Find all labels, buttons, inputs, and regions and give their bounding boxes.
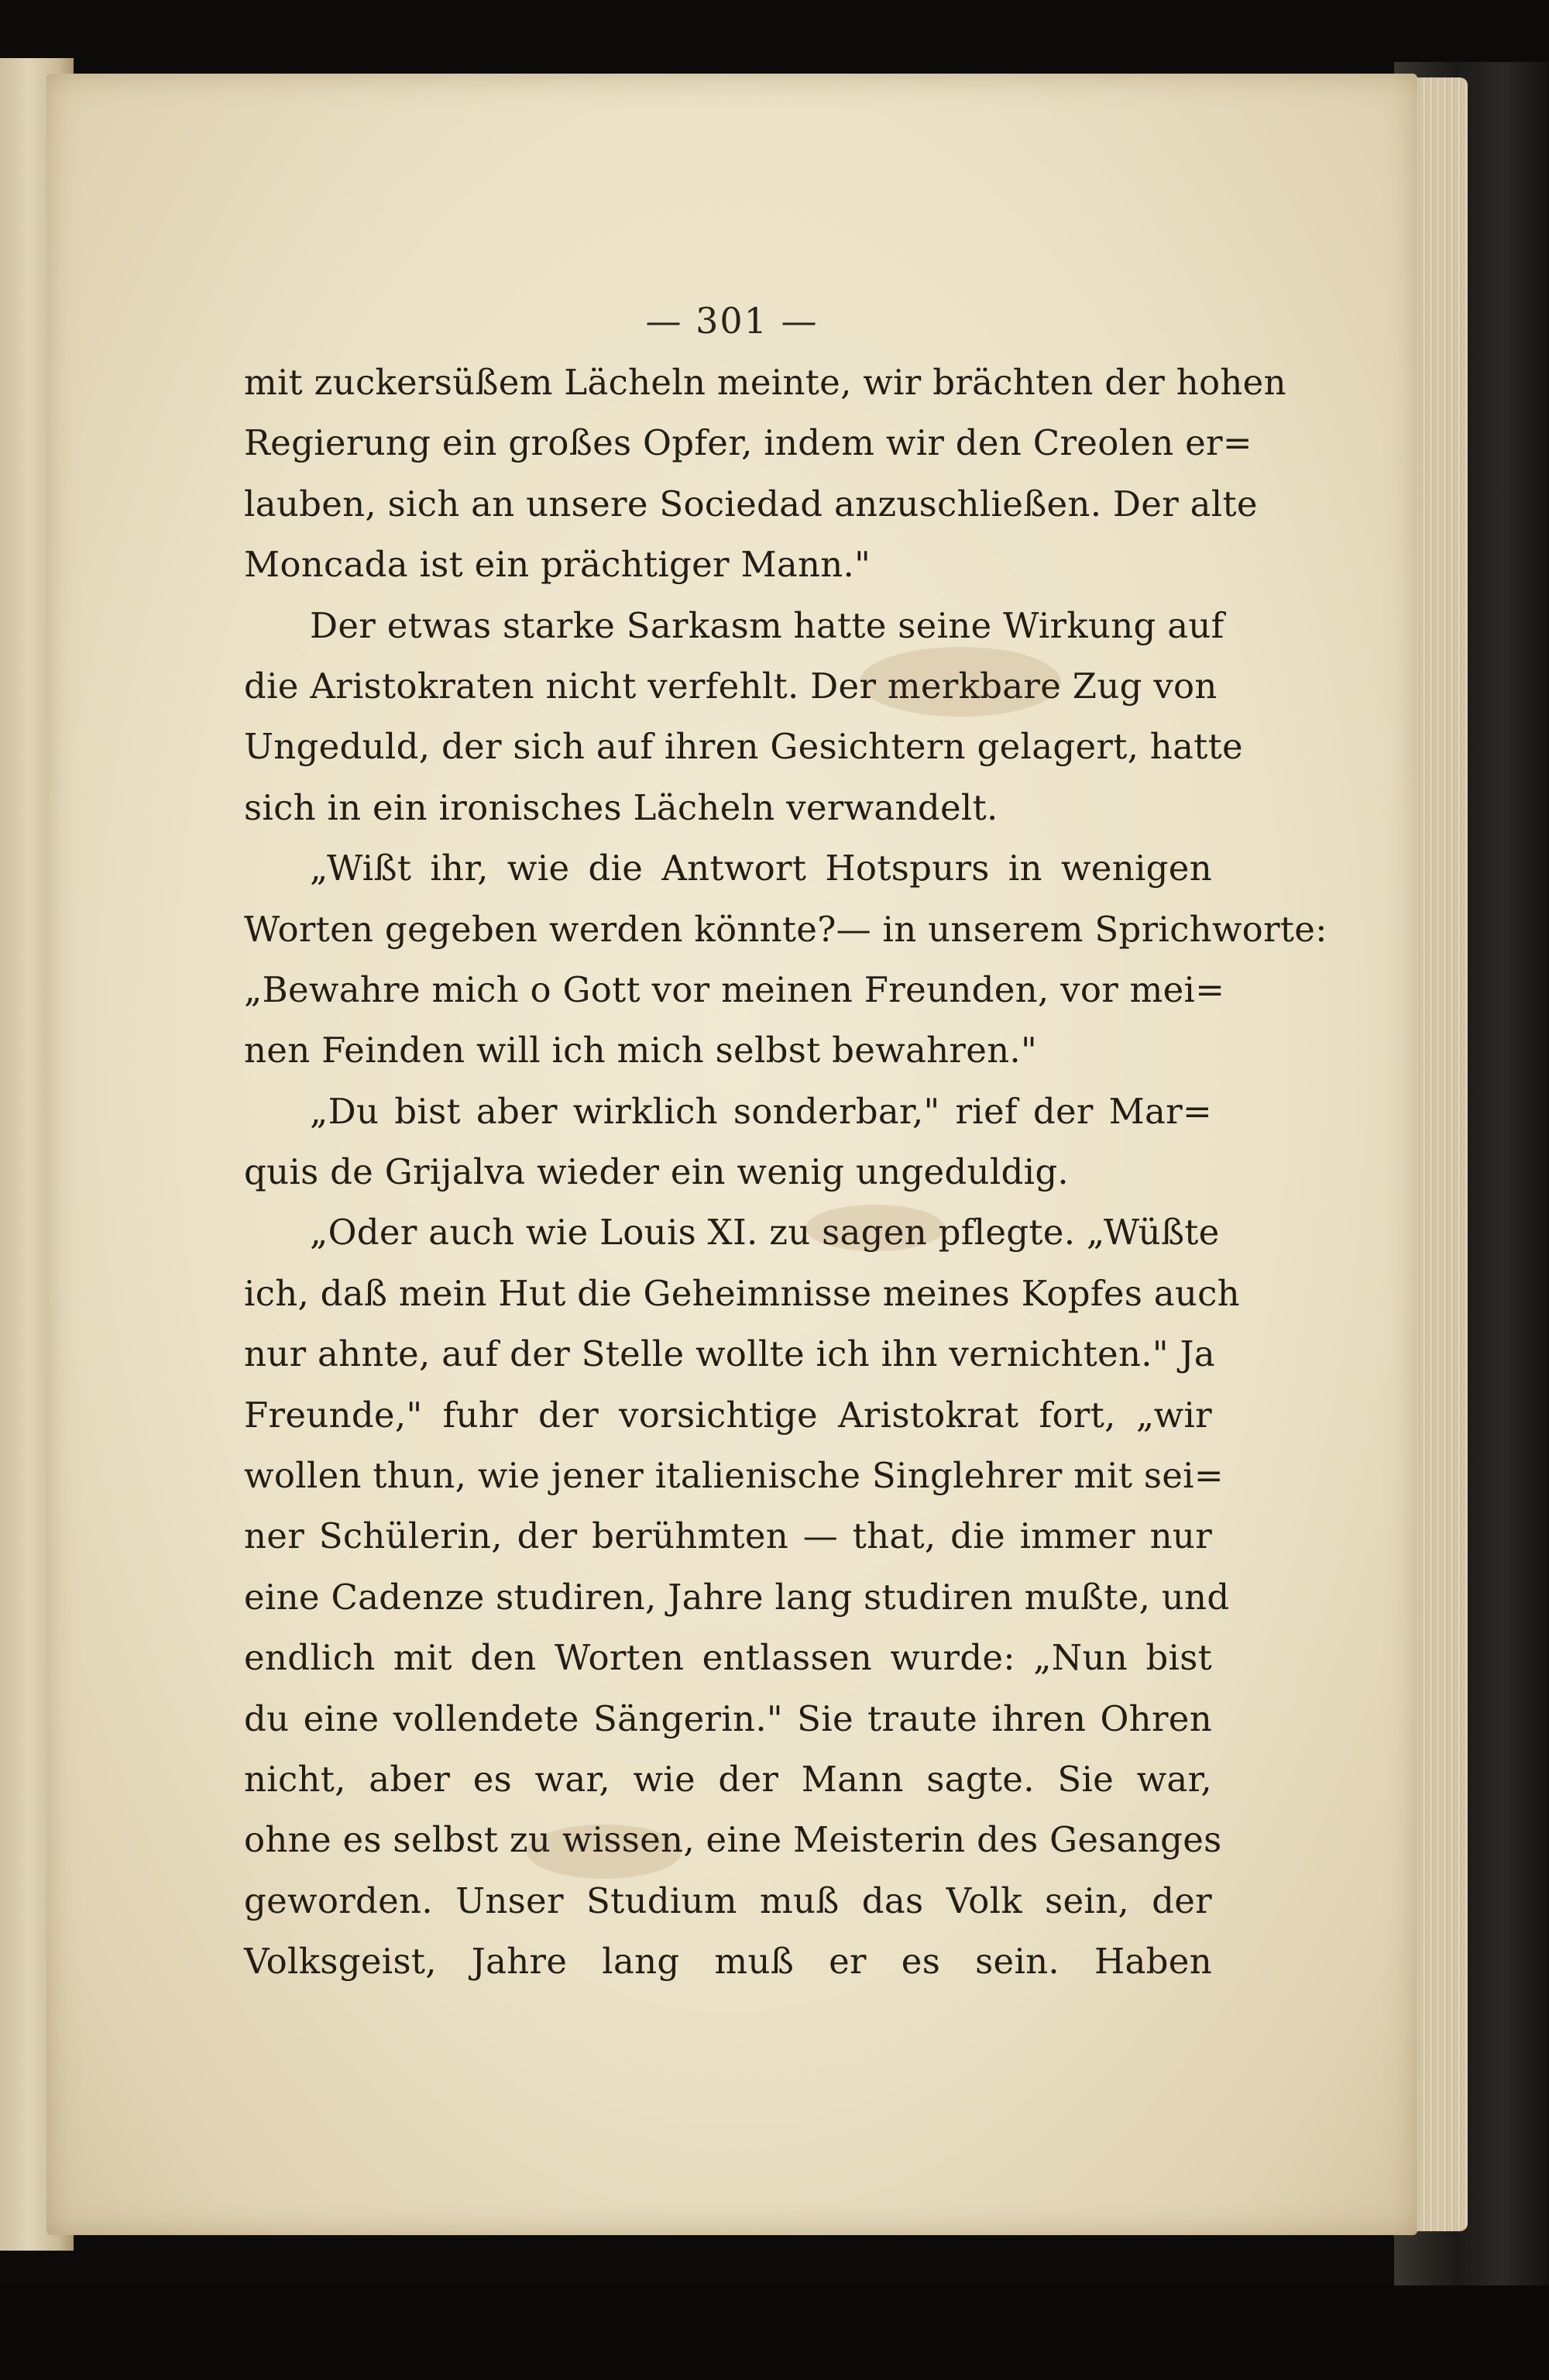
text-line: geworden. Unser Studium muß das Volk sein, der bbox=[244, 1880, 1212, 1921]
text-line: Ungeduld, der sich auf ihren Gesichtern gelagert, hatte bbox=[244, 726, 1243, 768]
text-line: ner Schülerin, der berühmten — that, die immer nur bbox=[244, 1515, 1212, 1557]
text-line: „Bewahre mich o Gott vor meinen Freunden, vor mei= bbox=[244, 968, 1225, 1010]
text-line: Freunde," fuhr der vorsichtige Aristokrat fort, „wir bbox=[244, 1394, 1212, 1436]
text-line: sich in ein ironisches Lächeln verwandelt. bbox=[244, 786, 998, 828]
text-line: wollen thun, wie jener italienische Singlehrer mit sei= bbox=[244, 1455, 1224, 1497]
text-line: „Du bist aber wirklich sonderbar," rief der Mar= bbox=[310, 1090, 1212, 1132]
body-text bbox=[244, 353, 1327, 1993]
text-line: Worten gegeben werden könnte?— in unserem Sprichworte: bbox=[244, 908, 1327, 950]
text-line: mit zuckersüßem Lächeln meinte, wir brächten der hohen bbox=[244, 362, 1286, 403]
text-line: eine Cadenze studiren, Jahre lang studiren mußte, und bbox=[244, 1576, 1230, 1618]
text-line: lauben, sich an unsere Sociedad anzuschließen. Der alte bbox=[244, 483, 1258, 524]
text-line: quis de Grijalva wieder ein wenig ungeduldig. bbox=[244, 1151, 1070, 1193]
text-line: nicht, aber es war, wie der Mann sagte. Sie war, bbox=[244, 1758, 1212, 1800]
text-line: Moncada ist ein prächtiger Mann." bbox=[244, 544, 871, 586]
text-line: nen Feinden will ich mich selbst bewahren." bbox=[244, 1030, 1038, 1071]
text-line: nur ahnte, auf der Stelle wollte ich ihn vernichten." Ja bbox=[244, 1333, 1215, 1375]
text-line: ohne es selbst zu wissen, eine Meisterin des Gesanges bbox=[244, 1819, 1222, 1861]
text-line: endlich mit den Worten entlassen wurde: „Nun bist bbox=[244, 1637, 1212, 1679]
text-line: Volksgeist, Jahre lang muß er es sein. Haben bbox=[244, 1941, 1212, 1983]
scan-background bbox=[0, 2285, 1549, 2380]
paper-page bbox=[46, 74, 1417, 2235]
text-line: Regierung ein großes Opfer, indem wir den Creolen er= bbox=[244, 422, 1252, 464]
text-line: „Oder auch wie Louis XI. zu sagen pflegte. „Wüßte bbox=[310, 1212, 1220, 1254]
page-number: — 301 — bbox=[645, 300, 819, 342]
text-line: „Wißt ihr, wie die Antwort Hotspurs in wenigen bbox=[310, 848, 1212, 889]
text-line: du eine vollendete Sängerin." Sie traute ihren Ohren bbox=[244, 1697, 1212, 1739]
text-line: ich, daß mein Hut die Geheimnisse meines Kopfes auch bbox=[244, 1272, 1240, 1314]
text-line: die Aristokraten nicht verfehlt. Der merkbare Zug von bbox=[244, 665, 1218, 707]
text-line: Der etwas starke Sarkasm hatte seine Wirkung auf bbox=[310, 604, 1224, 646]
